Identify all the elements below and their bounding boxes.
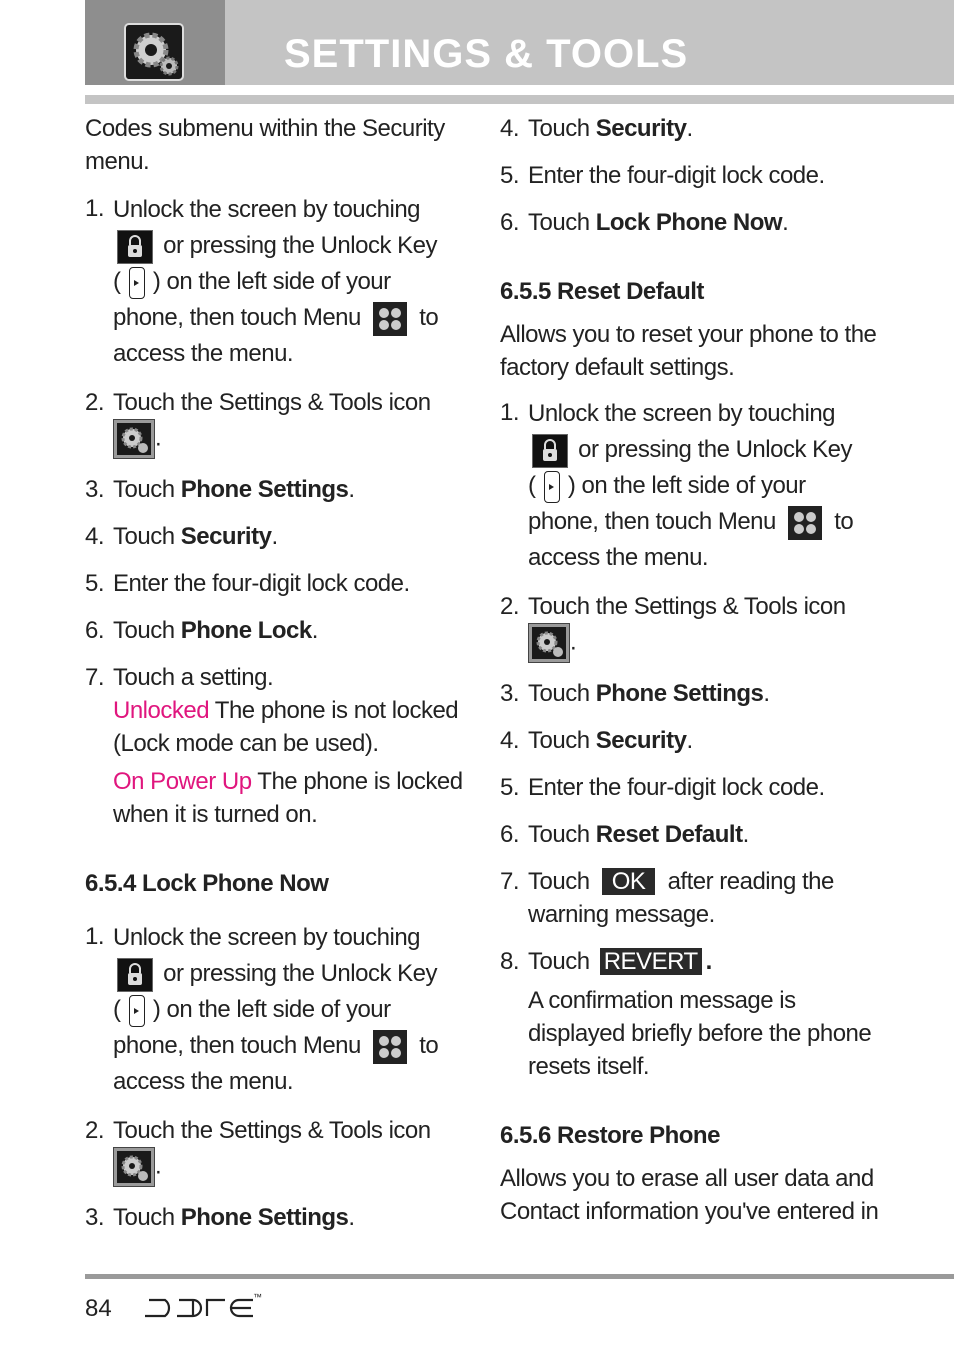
menu-item-ref: Phone Settings <box>180 476 349 503</box>
step-text: Touch <box>528 948 590 975</box>
step-text: Unlock the screen by touching <box>113 196 421 223</box>
reset-step-7 <box>500 865 880 931</box>
page-title: SETTINGS & TOOLS <box>284 32 689 76</box>
step-number: 4. <box>85 523 105 550</box>
step-text: phone, then touch Menu <box>113 1032 361 1059</box>
step-text: or pressing the Unlock Key <box>578 436 852 463</box>
step-number: 3. <box>500 680 520 707</box>
step-number: 8. <box>500 948 520 975</box>
step-text: phone, then touch Menu <box>113 304 361 331</box>
lock-icon[interactable] <box>117 230 153 264</box>
section-title-restore-phone: 6.5.6 Restore Phone <box>500 1122 720 1149</box>
menu-item-ref: Phone Settings <box>180 1204 349 1231</box>
step-text: Touch <box>528 868 590 895</box>
left-column <box>85 112 465 1234</box>
step-text: . <box>155 424 162 452</box>
step-text: to <box>834 508 854 535</box>
right-column <box>500 112 880 1228</box>
step-text: . <box>686 115 693 142</box>
step-text: Unlock the screen by touching <box>528 400 836 427</box>
step-text: . <box>570 628 577 656</box>
header-divider <box>85 95 954 104</box>
settings-tools-icon[interactable] <box>113 1147 155 1187</box>
unlock-key-icon <box>129 267 145 299</box>
menu-grid-icon[interactable] <box>373 302 407 336</box>
step-text: ) on the left side of your <box>152 996 391 1023</box>
step-text: phone, then touch Menu <box>528 508 776 535</box>
step-text: to <box>419 1032 439 1059</box>
step-text: ) on the left side of your <box>152 268 391 295</box>
revert-button[interactable]: REVERT <box>600 948 702 975</box>
step-text: Touch the Settings & Tools icon <box>113 1117 431 1144</box>
step-number: 3. <box>85 1204 105 1231</box>
step-number: 6. <box>500 209 520 236</box>
step-text: Enter the four-digit lock code. <box>113 570 410 597</box>
dare-logo-icon <box>143 1296 259 1320</box>
reset-step-8 <box>500 945 880 978</box>
step-text: Touch <box>113 617 181 644</box>
reset-step-4 <box>500 724 880 757</box>
option-desc: The phone is locked when it is turned on. <box>113 768 463 828</box>
step-7 <box>85 661 465 694</box>
step-6 <box>85 614 465 647</box>
page-number: 84 <box>85 1295 112 1322</box>
brand-logo <box>143 1292 262 1325</box>
step-text: Touch <box>528 821 596 848</box>
trademark: ™ <box>253 1292 262 1302</box>
reset-step-1 <box>500 396 880 576</box>
step-number: 2. <box>85 389 105 416</box>
lock-icon[interactable] <box>532 434 568 468</box>
step-text: to <box>419 304 439 331</box>
ok-button[interactable]: OK <box>602 868 656 895</box>
step-text: access the menu. <box>113 340 294 367</box>
step-text: ( <box>528 472 536 499</box>
step-3b <box>85 1201 465 1234</box>
step-number: 6. <box>500 821 520 848</box>
step-text: . <box>705 948 712 975</box>
step-number: 1. <box>85 923 105 950</box>
option-label: Unlocked <box>113 697 210 724</box>
unlock-key-icon <box>544 471 560 503</box>
menu-item-ref: Security <box>595 727 687 754</box>
step-text: Touch the Settings & Tools icon <box>113 389 431 416</box>
step-number: 1. <box>85 195 105 222</box>
step-text: Touch <box>113 1204 181 1231</box>
menu-item-ref: Reset Default <box>595 821 743 848</box>
step-text: Touch the Settings & Tools icon <box>528 593 846 620</box>
step-3 <box>85 473 465 506</box>
confirmation-note: A confirmation message is displayed briefly before the phone resets itself. <box>528 987 872 1080</box>
restore-description: Allows you to erase all user data and Contact information you've entered in <box>500 1165 879 1225</box>
settings-tools-icon[interactable] <box>113 419 155 459</box>
section-title-reset-default: 6.5.5 Reset Default <box>500 278 704 305</box>
step-number: 7. <box>500 868 520 895</box>
step-text: ) on the left side of your <box>567 472 806 499</box>
step-number: 2. <box>500 593 520 620</box>
step-text: access the menu. <box>113 1068 294 1095</box>
step-text: . <box>763 680 770 707</box>
step-text: . <box>348 476 355 503</box>
reset-step-5 <box>500 771 880 804</box>
step-5 <box>85 567 465 600</box>
step-text: . <box>271 523 278 550</box>
reset-step-6 <box>500 818 880 851</box>
step-text: Touch a setting. <box>113 664 274 691</box>
step-number: 6. <box>85 617 105 644</box>
menu-grid-icon[interactable] <box>373 1030 407 1064</box>
step-text: Touch <box>528 727 596 754</box>
step-text: Touch <box>528 115 596 142</box>
step-text: ( <box>113 268 121 295</box>
unlock-key-icon <box>129 995 145 1027</box>
step-5-lock-now <box>500 159 880 192</box>
step-text: Touch <box>113 523 181 550</box>
step-text: Touch <box>528 209 596 236</box>
step-number: 3. <box>85 476 105 503</box>
menu-item-ref: Phone Lock <box>180 617 312 644</box>
step-number: 7. <box>85 664 105 691</box>
lock-icon[interactable] <box>117 958 153 992</box>
step-1b <box>85 920 465 1100</box>
step-2b <box>85 1114 465 1187</box>
step-text: . <box>686 727 693 754</box>
step-6-lock-now <box>500 206 880 239</box>
option-on-power-up <box>85 765 465 831</box>
step-text: Unlock the screen by touching <box>113 924 421 951</box>
step-4-lock-now <box>500 112 880 145</box>
step-text: . <box>155 1152 162 1180</box>
option-desc: The phone is not locked (Lock mode can be used). <box>113 697 459 757</box>
section-title-lock-phone-now: 6.5.4 Lock Phone Now <box>85 870 329 897</box>
intro-text: Codes submenu within the Security menu. <box>85 115 445 175</box>
step-number: 5. <box>85 570 105 597</box>
step-text: Touch <box>113 476 181 503</box>
step-text: . <box>782 209 789 236</box>
step-text: after reading the warning message. <box>528 868 834 928</box>
step-4 <box>85 520 465 553</box>
step-text: . <box>311 617 318 644</box>
menu-item-ref: Security <box>595 115 687 142</box>
option-label: On Power Up <box>113 768 252 795</box>
step-text: . <box>348 1204 355 1231</box>
step-text: or pressing the Unlock Key <box>163 960 437 987</box>
step-number: 4. <box>500 115 520 142</box>
option-unlocked <box>85 694 465 760</box>
step-text: . <box>742 821 749 848</box>
menu-grid-icon[interactable] <box>788 506 822 540</box>
header-icon-box <box>85 0 225 85</box>
step-text: ( <box>113 996 121 1023</box>
step-number: 1. <box>500 399 520 426</box>
menu-item-ref: Phone Settings <box>595 680 764 707</box>
step-2 <box>85 386 465 459</box>
step-text: Enter the four-digit lock code. <box>528 162 825 189</box>
footer-divider <box>85 1274 954 1279</box>
step-text: Enter the four-digit lock code. <box>528 774 825 801</box>
step-number: 4. <box>500 727 520 754</box>
step-number: 5. <box>500 162 520 189</box>
settings-gear-icon <box>123 22 185 82</box>
step-text: Touch <box>528 680 596 707</box>
step-number: 2. <box>85 1117 105 1144</box>
menu-item-ref: Security <box>180 523 272 550</box>
step-text: access the menu. <box>528 544 709 571</box>
settings-tools-icon[interactable] <box>528 623 570 663</box>
reset-step-2 <box>500 590 880 663</box>
step-text: or pressing the Unlock Key <box>163 232 437 259</box>
reset-step-3 <box>500 677 880 710</box>
reset-description: Allows you to reset your phone to the factory default settings. <box>500 321 877 381</box>
step-1 <box>85 192 465 372</box>
step-number: 5. <box>500 774 520 801</box>
menu-item-ref: Lock Phone Now <box>595 209 783 236</box>
